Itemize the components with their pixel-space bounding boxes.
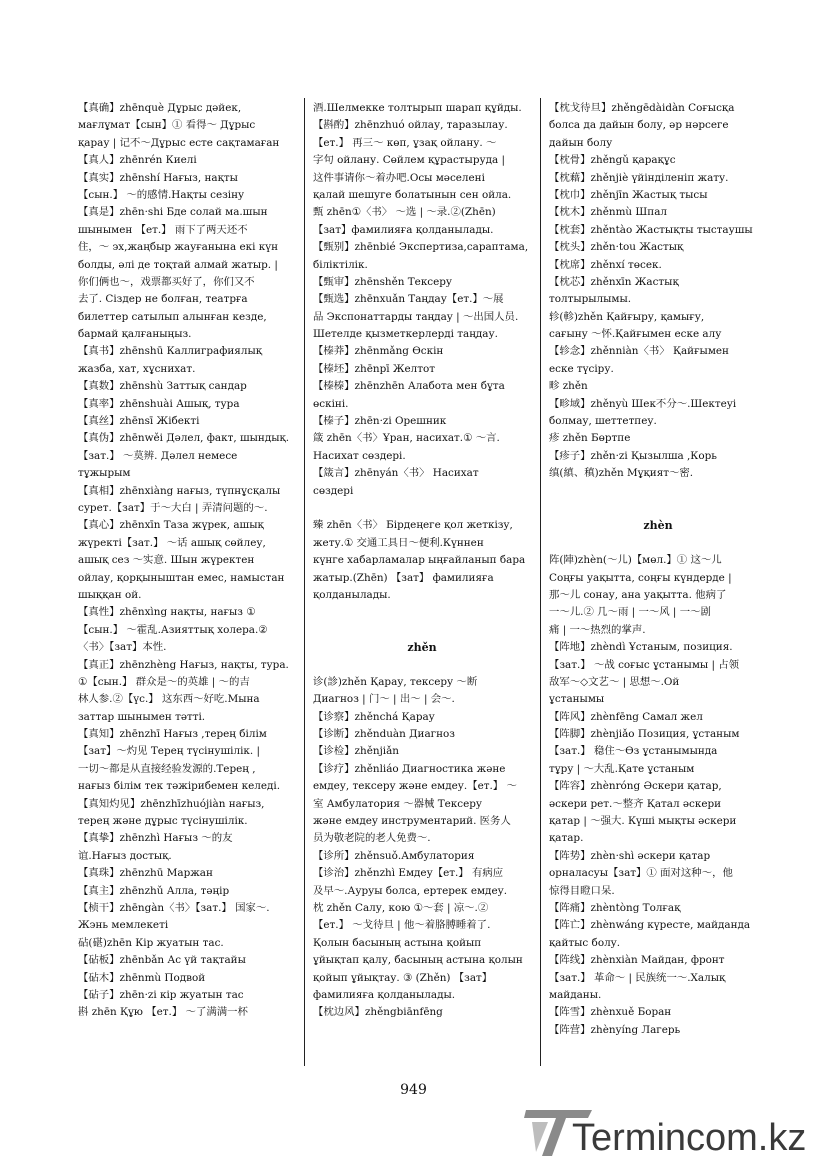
entry-line: 【枕头】zhěn·tou Жастық xyxy=(549,241,684,254)
blank-line xyxy=(549,535,767,552)
entry-line: 那～儿 сонау, ана уақытта. 他病了 xyxy=(549,588,727,601)
entry-line: 去了. Сіздер не болған, театрға xyxy=(78,293,248,306)
entry-line: фамилияға қолданылады. xyxy=(313,988,456,1001)
entry-line: 【ет.】 ～戈待旦 | 他～着胳膊睡着了. xyxy=(313,919,491,932)
entry-line: шыққан ой. xyxy=(78,588,142,601)
entry-line: 住，～ эх,жаңбыр жауғанына екі күн xyxy=(78,241,279,254)
entry-line: 【枕边风】zhěngbiānfēng xyxy=(313,1006,443,1019)
entry-line: сурет.【зат】于～大白 | 弄清问题的～. xyxy=(78,501,268,514)
entry-line: 这件事请你～着办吧.Осы мәселені xyxy=(313,171,485,184)
entry-line: 【枕戈待旦】zhěngēdàidàn Соғысқа xyxy=(549,102,735,114)
entry-line: 【真主】zhēnzhǔ Алла, тәңір xyxy=(78,884,230,897)
entry-line: 枕 zhěn Салу, кою ①～套 | 凉～.② xyxy=(313,901,489,914)
entry-line: Шетелде қызметкерлерді таңдау. xyxy=(313,328,498,341)
entry-line: 室 Амбулатория ～器械 Тексеру xyxy=(313,797,483,810)
column-1 xyxy=(78,100,297,1022)
entry-line: 〈书〉【зат】本性. xyxy=(78,641,167,654)
entry-line: 【真挚】zhēnzhì Нағыз ～的友 xyxy=(78,832,233,845)
entry-line: қатар | ～强大. Күші мықты әскери xyxy=(549,815,737,828)
entry-line: 疹 zhěn Бөртпе xyxy=(549,432,631,445)
entry-line: 【сын.】 ～霍乱.Азияттық холера.② xyxy=(78,623,268,636)
entry-line: ашық сез ～实意. Шын жүректен xyxy=(78,554,255,567)
entry-line: болмау, шеттетпеу. xyxy=(549,415,657,428)
entry-line: қалай шешуге болатынын сен ойла. xyxy=(313,188,512,201)
entry-line: 【砧子】zhēn·zi кір жуатын тас xyxy=(78,988,244,1001)
entry-line: 【真心】zhēnxīn Таза жүрек, ашық xyxy=(78,519,264,532)
entry-line: 【真确】zhēnquè Дұрыс дәйек, xyxy=(78,102,242,114)
entry-line: 林人参.②【үс.】 这东西～好吃.Мына xyxy=(78,693,260,706)
entry-line: Насихат сөздері. xyxy=(313,449,406,462)
entry-line: 【зат】фамилияға қолданылады. xyxy=(313,223,494,236)
entry-line: 【真率】zhēnshuài Ашық, тура xyxy=(78,397,240,410)
entry-line: Жэнь мемлекеті xyxy=(78,919,169,932)
entry-line: 【诊治】zhěnzhì Емдеу【ет.】 有病应 xyxy=(313,867,504,880)
entry-line: 【甄选】zhēnxuǎn Таңдау【ет.】～展 xyxy=(313,293,504,306)
entry-line: әскери рет.～整齐 Қатал әскери xyxy=(549,797,722,810)
blank-line xyxy=(313,622,531,639)
entry-line: Диагноз | 门～ | 出～ | 会～. xyxy=(313,693,455,706)
entry-line: терең және дұрыс түсінушілік. xyxy=(78,815,248,828)
entry-line: қарау | 记不～Дұрыс есте сақтамаған xyxy=(78,136,280,149)
entry-line: 【зат.】 ～莫辨. Дәлел немесе xyxy=(78,449,238,462)
entry-line: 【榛坯】zhēnpī Желтот xyxy=(313,362,436,375)
entry-line: күнге хабарламалар ыңғайланып бара xyxy=(313,554,526,567)
entry-line: 【甄审】zhēnshěn Тексеру xyxy=(313,275,453,288)
entry-line: 【真丝】zhēnsī Жібекті xyxy=(78,415,200,428)
entry-line: 【诊所】zhěnsuǒ.Амбулатория xyxy=(313,849,475,862)
entry-line: нағыз білім тек тәжірибемен келеді. xyxy=(78,780,281,793)
entry-line: 【真知】zhēnzhī Нағыз ,терең білім xyxy=(78,728,267,741)
entry-line: Қолын басының астына қойып xyxy=(313,936,482,949)
entry-line: сағыну ～怀.Қайғымен еске алу xyxy=(549,328,722,341)
column-3 xyxy=(549,100,767,1039)
blank-line xyxy=(313,657,531,674)
entry-line: билеттер сатылып алынған кезде, xyxy=(78,310,267,323)
entry-line: 【阵风】zhènfēng Самал жел xyxy=(549,710,703,723)
entry-line: 【枕骨】zhěngǔ қарақұс xyxy=(549,154,676,167)
entry-line: 字句 ойлану. Сөйлем құрастыруда | xyxy=(313,154,505,167)
entry-line: 【枕套】zhěntào Жастықты тыстаушы xyxy=(549,223,753,236)
column-divider-2 xyxy=(540,98,541,1066)
entry-line: орналасуы【зат】① 面对这种～，他 xyxy=(549,867,733,880)
blank-line xyxy=(313,604,531,621)
entry-line: 【阵容】zhènróng Әскери қатар, xyxy=(549,780,722,793)
entry-line: ұстанымы xyxy=(549,693,605,706)
entry-line: толтырылымы. xyxy=(549,293,632,306)
entry-line: 【真数】zhēnshù Заттық сандар xyxy=(78,380,247,393)
entry-line: 箴 zhēn〈书〉Ұран, насихат.① ～言. xyxy=(313,432,500,445)
entry-line: 【榛子】zhēn·zi Орешник xyxy=(313,415,447,428)
entry-line: жүректі【зат.】 ～话 ашық сөйлеу, xyxy=(78,536,266,549)
entry-line: 【诊察】zhěnchá Қарау xyxy=(313,710,435,723)
entry-line: 【阵营】zhènyíng Лагерь xyxy=(549,1023,681,1036)
entry-line: жету.① 交通工具日～便利.Күннен xyxy=(313,536,484,549)
entry-line: тұжырым xyxy=(78,467,131,480)
entry-line: 一～儿.② 几～雨 | 一～风 | 一～剧 xyxy=(549,606,711,619)
entry-line: 【枕芯】zhěnxīn Жастық xyxy=(549,275,679,288)
entry-line: қатар. xyxy=(549,832,584,845)
entry-line: қолданылады. xyxy=(313,588,391,601)
entry-line: тұру | ～大乱.Қате ұстаным xyxy=(549,762,695,775)
entry-line: дайын болу xyxy=(549,136,613,149)
entry-line: 【斟酌】zhēnzhuó ойлау, таразылау. xyxy=(313,119,508,132)
entry-line: 【榛莽】zhēnmǎng Өскін xyxy=(313,345,444,358)
entry-line: 【真是】zhēn·shi Бде солай ма.шын xyxy=(78,206,268,219)
entry-line: 【阵亡】zhènwáng күресте, майданда xyxy=(549,919,751,932)
entry-line: 【箴言】zhēnyán〈书〉 Насихат xyxy=(313,467,479,480)
entry-line: 【阵地】zhèndì Ұстаным, позиция. xyxy=(549,641,733,654)
page-number: 949 xyxy=(400,1082,427,1098)
entry-line: заттар шынымен тәтті. xyxy=(78,710,206,723)
entry-line: 诊(診)zhěn Қарау, тексеру ～断 xyxy=(313,675,478,688)
entry-line: 【畛域】zhěnyù Шек不分～.Шектеуі xyxy=(549,397,737,410)
entry-line: болды, әлі де тоқтай алмай жатыр. | xyxy=(78,258,278,271)
entry-line: 品 Экспонаттарды таңдау | ～出国人员. xyxy=(313,310,519,323)
entry-line: 【真书】zhēnshū Каллиграфиялық xyxy=(78,345,263,358)
termincom-logo-graphic xyxy=(522,1100,812,1162)
entry-line: 【砧木】zhēnmù Подвой xyxy=(78,971,206,984)
entry-line: 【榛榛】zhēnzhēn Алабота мен бұта xyxy=(313,380,505,393)
entry-line: 【轸念】zhěnniàn〈书〉 Қайғымен xyxy=(549,345,729,358)
blank-line xyxy=(549,500,767,517)
entry-line: 惊得目瞪口呆. xyxy=(549,884,615,897)
entry-line: қайтыс болу. xyxy=(549,936,621,949)
entry-line: 【真伪】zhēnwěi Дәлел, факт, шындық. xyxy=(78,432,290,445)
entry-line: 【真性】zhēnxìng нақты, нағыз ① xyxy=(78,606,256,619)
entry-line: 【ет.】 再三～ көп, ұзақ ойлану. ～ xyxy=(313,136,497,149)
entry-line: 酒.Шелмекке толтырып шарап құйды. xyxy=(313,102,522,114)
entry-line: 斟 zhēn Құю 【ет.】 ～了满满一杯 xyxy=(78,1006,248,1019)
entry-line: 【сын.】 ～的感情.Нақты сезіну xyxy=(78,188,245,201)
entry-line: 【砧板】zhēnbǎn Ас үй тақтайы xyxy=(78,954,246,967)
entry-line: сөздері xyxy=(313,484,354,497)
entry-line: шынымен 【ет.】 雨下了两天还不 xyxy=(78,223,248,236)
entry-line: 【枕席】zhěnxí төсек. xyxy=(549,258,662,271)
entry-line: және емдеу инструментарий. 医务人 xyxy=(313,815,511,828)
entry-line: 【甄别】zhēnbié Экспертиза,сараптама, xyxy=(313,241,529,254)
entry-line: 【阵雪】zhènxuě Боран xyxy=(549,1006,672,1019)
entry-line: ①【сын.】 群众是～的英雄 | ～的吉 xyxy=(78,675,250,688)
entry-line: 痛 | 一～热烈的掌声. xyxy=(549,623,646,636)
entry-line: 轸(軫)zhěn Қайғыру, қамығу, xyxy=(549,310,705,323)
entry-line: өскіні. xyxy=(313,397,349,410)
logo-text: Termincom.kz xyxy=(572,1117,807,1159)
entry-line: қойып ұйықтау. ③ (Zhěn) 【зат】 xyxy=(313,971,493,984)
entry-line: 【зат.】 稳住～Өз ұстанымында xyxy=(549,745,718,758)
entry-line: 谊.Нағыз достық. xyxy=(78,849,172,862)
entry-line: 甄 zhēn①〈书〉 ～选 | ～录.②(Zhēn) xyxy=(313,206,496,219)
entry-line: 【桢干】zhēngàn〈书〉【зат.】 国家～. xyxy=(78,901,270,914)
entry-line: 【真人】zhēnrén Киелі xyxy=(78,154,197,167)
entry-line: бармай қалғаныңыз. xyxy=(78,328,192,341)
entry-line: 【зат】～灼见 Терең түсінушілік. | xyxy=(78,745,261,758)
entry-line: 【зат.】 革命～ | 民族统一～.Халық xyxy=(549,971,726,984)
entry-line: 阵(陣)zhèn(～儿)【мөл.】① 这～儿 xyxy=(549,554,722,567)
section-heading: zhèn xyxy=(643,519,673,533)
entry-line: майданы. xyxy=(549,988,602,1001)
entry-line: Соңғы уақытта, соңғы күндерде | xyxy=(549,571,732,584)
entry-line: 敌军～◇文艺～ | 思想～.Ой xyxy=(549,675,680,688)
entry-line: ұйықтап қалу, басының астына қолын xyxy=(313,954,523,967)
entry-line: 你们俩也～，戏票都买好了，你们又不 xyxy=(78,275,255,288)
entry-line: 【зат.】 ～战 соғыс ұстанымы | 占领 xyxy=(549,658,740,671)
entry-line: 一切～都是从直接经验发源的.Терең , xyxy=(78,762,256,775)
entry-line: емдеу, тексеру және емдеу.【ет.】 ～ xyxy=(313,780,517,793)
entry-line: 【枕木】zhěnmù Шпал xyxy=(549,206,667,219)
entry-line: 【枕藉】zhěnjiè үйінділеніп жату. xyxy=(549,171,729,184)
termincom-logo-icon xyxy=(522,1100,812,1162)
entry-line: 【真知灼见】zhēnzhīzhuójiàn нағыз, xyxy=(78,797,265,810)
entry-line: 【枕巾】zhěnjīn Жастық тысы xyxy=(549,188,708,201)
entry-line: 臻 zhēn〈书〉 Бірдеңеге қол жеткізу, xyxy=(313,519,513,532)
entry-line: 畛 zhěn xyxy=(549,380,588,393)
blank-line xyxy=(549,483,767,500)
entry-line: 【真珠】zhēnzhū Маржан xyxy=(78,867,213,880)
entry-line: 【诊检】zhěnjiǎn xyxy=(313,745,400,758)
entry-line: еске түсіру. xyxy=(549,362,614,375)
column-divider-1 xyxy=(304,98,305,1066)
entry-line: 【真正】zhēnzhèng Нағыз, нақты, тура. xyxy=(78,658,289,671)
entry-line: 【阵线】zhènxiàn Майдан, фронт xyxy=(549,954,725,967)
entry-line: ойлау, қорқыныштан емес, намыстан xyxy=(78,571,285,584)
entry-line: 【疹子】zhěn·zi Қызылша ,Корь xyxy=(549,449,717,462)
entry-line: 员为敬老院的老人免费～. xyxy=(313,832,431,845)
entry-line: мағлұмат【сын】① 看得～ Дұрыс xyxy=(78,119,256,132)
entry-line: 【阵痛】zhèntòng Толғақ xyxy=(549,901,681,914)
entry-line: жазба, хат, хұснихат. xyxy=(78,362,196,375)
entry-line: жатыр.(Zhēn) 【зат】 фамилияға xyxy=(313,571,494,584)
entry-line: 缜(縝、稹)zhěn Мұқият～密. xyxy=(549,467,694,480)
entry-line: 【阵势】zhèn·shì әскери қатар xyxy=(549,849,711,862)
entry-line: 【诊疗】zhěnliáo Диагностика және xyxy=(313,762,506,775)
entry-line: 【诊断】zhěnduàn Диагноз xyxy=(313,728,455,741)
column-2 xyxy=(313,100,531,1022)
section-heading: zhěn xyxy=(407,641,437,655)
entry-line: 及早～.Ауруы болса, ертерек емдеу. xyxy=(313,884,508,897)
entry-line: 【阵脚】zhènjiǎo Позиция, ұстаным xyxy=(549,728,740,741)
entry-line: 【真相】zhēnxiàng нағыз, түпнұсқалы xyxy=(78,484,281,497)
entry-line: біліктілік. xyxy=(313,258,368,271)
entry-line: 【真实】zhēnshí Нағыз, нақты xyxy=(78,171,238,184)
entry-line: 砧(碪)zhēn Кір жуатын тас. xyxy=(78,936,224,949)
blank-line xyxy=(313,500,531,517)
entry-line: болса да дайын болу, әр нәрсеге xyxy=(549,119,729,132)
